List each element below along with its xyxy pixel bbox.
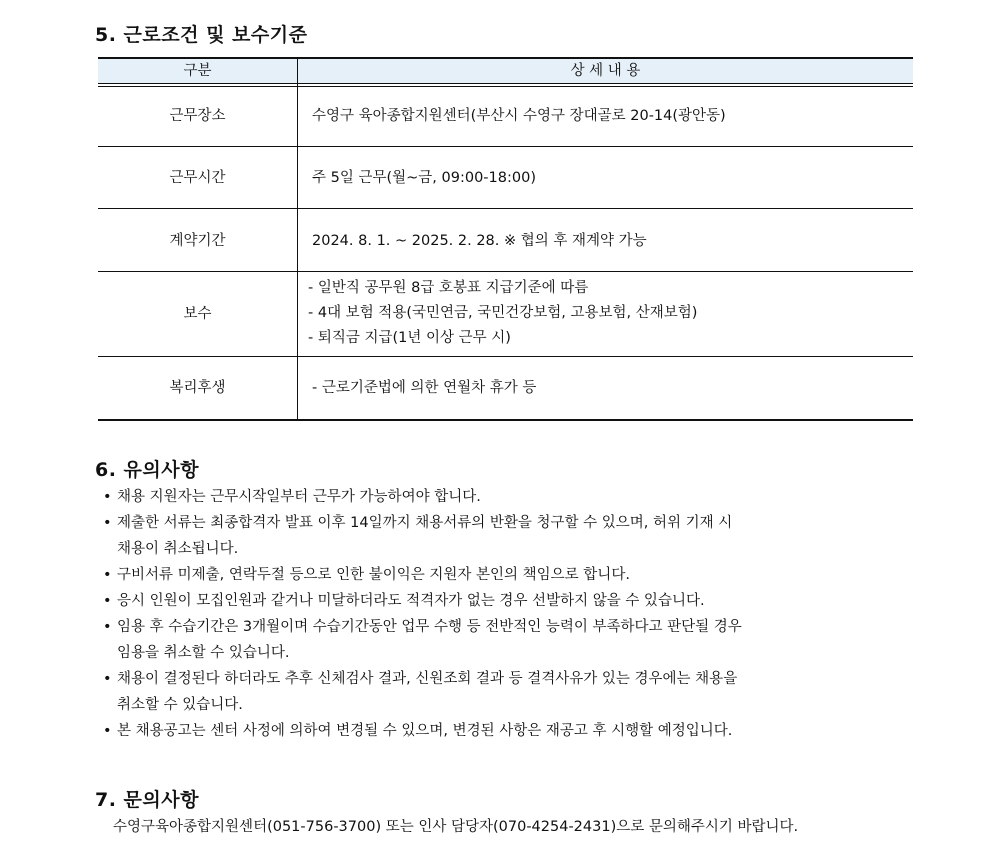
note-text: 임용 후 수습기간은 3개월이며 수습기간동안 업무 수행 등 전반적인 능력이 부족하다고 판단될 경우 <box>117 619 742 635</box>
note-text-continued: 취소할 수 있습니다. <box>117 697 243 713</box>
header-detail: 상 세 내 용 <box>570 63 641 79</box>
bullet: • <box>103 593 112 609</box>
bullet: • <box>103 489 112 505</box>
row-category: 근무시간 <box>169 170 226 186</box>
detail-line: - 4대 보험 적용(국민연금, 국민건강보험, 고용보험, 산재보험) <box>308 305 698 321</box>
column-divider <box>297 57 298 421</box>
bullet: • <box>103 567 112 583</box>
section-5-title: 5. 근로조건 및 보수기준 <box>95 24 308 46</box>
bullet: • <box>103 723 112 739</box>
note-text: 본 채용공고는 센터 사정에 의하여 변경될 수 있으며, 변경된 사항은 재공고 후 시행할 예정입니다. <box>117 723 733 739</box>
detail-line: - 퇴직금 지급(1년 이상 근무 시) <box>308 330 511 346</box>
row-detail: 주 5일 근무(월~금, 09:00-18:00) <box>312 170 536 186</box>
header-category: 구분 <box>183 63 212 79</box>
row-divider <box>98 356 913 357</box>
row-category: 근무장소 <box>169 108 226 124</box>
row-divider <box>98 208 913 209</box>
row-category: 복리후생 <box>169 380 226 396</box>
table-top-rule <box>98 57 913 59</box>
list-item <box>103 510 893 562</box>
note-text-continued: 채용이 취소됩니다. <box>117 541 239 557</box>
working-conditions-table <box>98 57 913 421</box>
section-7-title: 7. 문의사항 <box>95 789 199 811</box>
section-6-title: 6. 유의사항 <box>95 459 199 481</box>
row-detail: - 근로기준법에 의한 연월차 휴가 등 <box>312 380 537 396</box>
bullet: • <box>103 671 112 687</box>
row-detail: 2024. 8. 1. ~ 2025. 2. 28. ※ 협의 후 재계약 가능 <box>312 233 647 249</box>
note-text: 제출한 서류는 최종합격자 발표 이후 14일까지 채용서류의 반환을 청구할 수 있으며, 허위 기재 시 <box>117 515 733 531</box>
bullet: • <box>103 619 112 635</box>
list-item <box>103 666 893 718</box>
list-item <box>103 588 893 614</box>
row-divider <box>98 146 913 147</box>
note-text: 채용이 결정된다 하더라도 추후 신체검사 결과, 신원조회 결과 등 결격사유가 있는 경우에는 채용을 <box>117 671 738 687</box>
header-rule <box>98 83 913 84</box>
row-detail-multiline <box>308 276 697 351</box>
bullet: • <box>103 515 112 531</box>
note-text: 채용 지원자는 근무시작일부터 근무가 가능하여야 합니다. <box>117 489 481 505</box>
table-bottom-rule <box>98 419 913 421</box>
contact-info: 수영구육아종합지원센터(051-756-3700) 또는 인사 담당자(070-4254-2431)으로 문의해주시기 바랍니다. <box>113 819 799 835</box>
list-item <box>103 484 893 510</box>
note-text-continued: 임용을 취소할 수 있습니다. <box>117 645 290 661</box>
note-text: 구비서류 미제출, 연락두절 등으로 인한 불이익은 지원자 본인의 책임으로 합니다. <box>117 567 630 583</box>
row-category: 계약기간 <box>169 233 226 249</box>
note-text: 응시 인원이 모집인원과 같거나 미달하더라도 적격자가 없는 경우 선발하지 않을 수 있습니다. <box>117 593 705 609</box>
row-divider <box>98 271 913 272</box>
list-item <box>103 562 893 588</box>
row-detail: 수영구 육아종합지원센터(부산시 수영구 장대골로 20-14(광안동) <box>312 108 726 124</box>
list-item <box>103 718 893 744</box>
row-category: 보수 <box>183 306 212 322</box>
header-rule-double <box>98 86 913 87</box>
detail-line: - 일반직 공무원 8급 호봉표 지급기준에 따름 <box>308 280 589 296</box>
notes-list <box>103 484 893 744</box>
list-item <box>103 614 893 666</box>
